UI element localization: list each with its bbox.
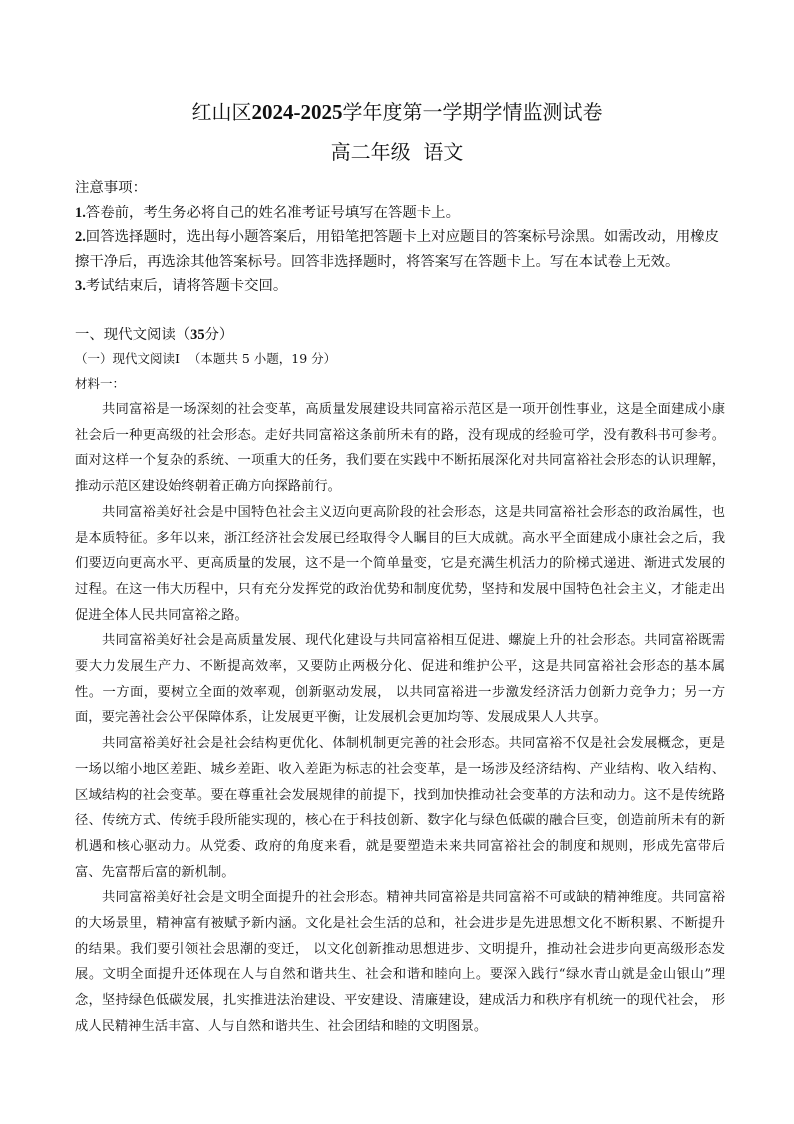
note-number: 3. <box>75 278 86 295</box>
exam-subtitle: 高二年级 语文 <box>330 140 464 164</box>
section-suffix: 分） <box>204 327 234 343</box>
title-prefix: 红山区 <box>191 100 252 124</box>
passage-paragraph: 共同富裕美好社会是高质量发展、现代化建设与共同富裕相互促进、螺旋上升的社会形态。共同富裕既需要大力发展生产力、不断提高效率，又要防止两极分化、促进和维护公平，这是共同富裕社会形态的基本属性。一方面，要树立全面的效率观，创新驱动发展， 以共同富裕进一步激发经济活力创新力竞争力；另一方面，要完善社会公平保障体系，让发展更平衡，让发展机会更加均等、发展成果人人共享。 <box>75 633 725 726</box>
notes-block <box>75 176 725 299</box>
section-score: 35 <box>190 327 205 343</box>
subsection-heading: （一）现代文阅读Ⅰ （本题共 5 小题，19 分） <box>75 351 337 366</box>
note-item <box>75 201 725 226</box>
exam-title <box>0 99 794 125</box>
passage-paragraph: 共同富裕美好社会是社会结构更优化、体制机制更完善的社会形态。共同富裕不仅是社会发展概念，更是一场以缩小地区差距、城乡差距、收入差距为标志的社会变革，是一场涉及经济结构、产业结构、收入结构、 区域结构的社会变革。要在尊重社会发展规律的前提下，找到加快推动社会变革的方法和动力。这不是传统路径、传统方式、传统手段所能实现的，核心在于科技创新、数字化与绿色低碳的融合巨变，创造前所未有的新机遇和核心驱动力。从党委、政府的角度来看，就是要塑造未来共同富裕社会的制度和规则，形成先富带后富、先富帮后富的新机制。 <box>75 736 725 880</box>
note-text: 考试结束后，请将答题卡交回。 <box>85 278 288 295</box>
note-number: 2. <box>75 229 86 246</box>
passage-paragraph: 共同富裕美好社会是中国特色社会主义迈向更高阶段的社会形态，这是共同富裕社会形态的政治属性，也是本质特征。多年以来，浙江经济社会发展已经取得令人瞩目的巨大成就。高水平全面建成小康社会之后，我们要迈向更高水平、更高质量的发展，这不是一个简单量变，它是充满生机活力的阶梯式递进、渐进式发展的过程。在这一伟大历程中，只有充分发挥党的政治优势和制度优势，坚持和发展中国特色社会主义，才能走出促进全体人民共同富裕之路。 <box>75 504 725 623</box>
note-text: 回答选择题时，选出每小题答案后，用铅笔把答题卡上对应题目的答案标号涂黑。如需改动，用橡皮擦干净后，再选涂其他答案标号。回答非选择题时，将答案写在答题卡上。写在本试卷上无效。 <box>75 229 719 270</box>
passage-paragraph: 共同富裕美好社会是文明全面提升的社会形态。精神共同富裕是共同富裕不可或缺的精神维度。共同富裕的大场景里，精神富有被赋予新内涵。文化是社会生活的总和，社会进步是先进思想文化不断积累、不断提升的结果。我们要引领社会思潮的变迁， 以文化创新推动思想进步、文明提升，推动社会进步向更高级形态发展。文明全面提升还体现在人与自然和谐共生、社会和谐和睦向上。要深入践行“绿水青山就是金山银山”理念，坚持绿色低碳发展，扎实推进法治建设、平安建设、清廉建设，建成活力和秩序有机统一的现代社会， 形成人民精神生活丰富、人与自然和谐共生、社会团结和睦的文明图景。 <box>75 890 725 1034</box>
title-years: 2024-2025 <box>251 100 343 124</box>
material-label: 材料一： <box>75 376 126 391</box>
passage-paragraph: 共同富裕是一场深刻的社会变革，高质量发展建设共同富裕示范区是一项开创性事业，这是全面建成小康社会后一种更高级的社会形态。走好共同富裕这条前所未有的路，没有现成的经验可学，没有教科书可参考。面对这样一个复杂的系统、一项重大的任务，我们要在实践中不断拓展深化对共同富裕社会形态的认识理解，推动示范区建设始终朝着正确方向探路前行。 <box>75 402 725 495</box>
note-item <box>75 274 725 299</box>
note-number: 1. <box>75 204 86 221</box>
section-heading <box>75 324 725 346</box>
title-suffix: 学年度第一学期学情监测试卷 <box>342 100 603 124</box>
notes-heading: 注意事项： <box>75 180 147 196</box>
reading-passage <box>75 397 725 1040</box>
note-text: 答卷前，考生务必将自己的姓名准考证号填写在答题卡上。 <box>85 204 460 221</box>
section-prefix: 一、现代文阅读（ <box>75 327 191 343</box>
note-item <box>75 225 725 274</box>
